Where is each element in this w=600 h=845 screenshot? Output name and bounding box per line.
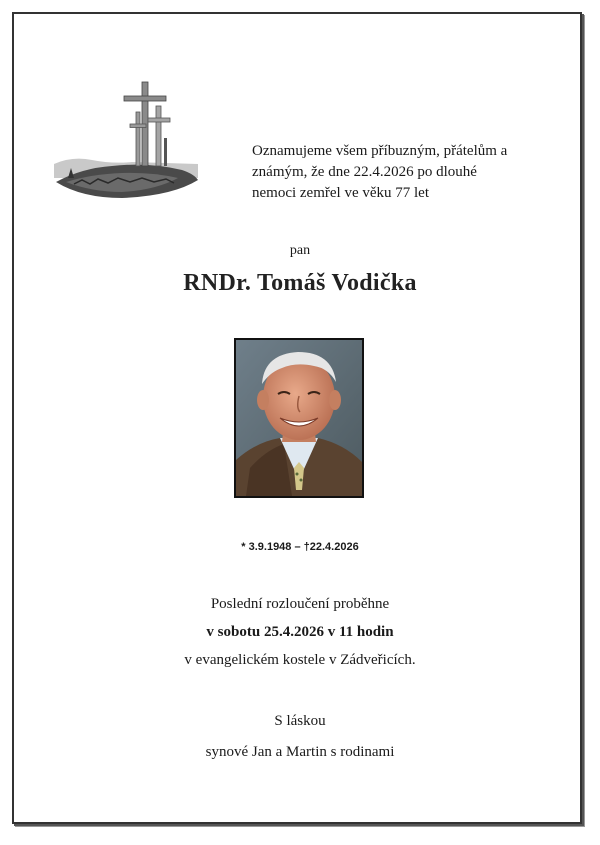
crosses-on-hill-icon bbox=[52, 78, 198, 200]
portrait-photo bbox=[234, 338, 364, 498]
life-dates: * 3.9.1948 – †22.4.2026 bbox=[241, 541, 359, 553]
announcement-text bbox=[252, 141, 552, 204]
funeral-info bbox=[0, 590, 600, 674]
portrait-illustration bbox=[236, 340, 362, 496]
deceased-name: RNDr. Tomáš Vodička bbox=[183, 270, 417, 296]
funeral-line-1: Poslední rozloučení proběhne bbox=[210, 596, 390, 612]
closing-line-2: synové Jan a Martin s rodinami bbox=[205, 744, 395, 760]
funeral-date-time: v sobotu 25.4.2026 v 11 hodin bbox=[206, 624, 394, 640]
announcement-line-2: známým, že dne 22.4.2026 po dlouhé bbox=[252, 164, 477, 180]
announcement-line-3: nemoci zemřel ve věku 77 let bbox=[252, 185, 430, 201]
closing-line-1: S láskou bbox=[274, 713, 326, 729]
honorific: pan bbox=[289, 243, 311, 258]
funeral-location: v evangelickém kostele v Zádveřicích. bbox=[184, 652, 416, 668]
announcement-line-1: Oznamujeme všem příbuzným, přátelům a bbox=[252, 143, 508, 159]
closing-text bbox=[0, 706, 600, 768]
